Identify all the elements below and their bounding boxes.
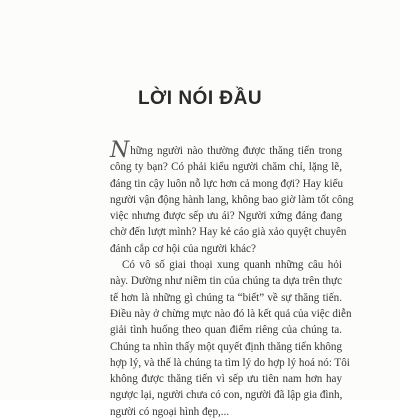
text-line: hợp lý, và thế là chúng ta tìm lý do hợp lý hoá nó: Tôi bbox=[110, 356, 350, 369]
text-line: Điều này ở chừng mực nào đó là kết quả của việc diễn bbox=[110, 307, 352, 320]
page-title: LỜI NÓI ĐẦU bbox=[137, 88, 263, 109]
text-line: ngược lại, người chưa có con, người đã lập gia đình, bbox=[110, 389, 343, 402]
paragraph-1 bbox=[110, 138, 354, 257]
text-line: đáng tin cậy luôn nỗ lực hơn cả mong đợi? Hay kiểu bbox=[110, 177, 344, 190]
text-line: người có ngoại hình đẹp,... bbox=[110, 405, 230, 418]
text-line: Chúng ta nhìn thấy một quyết định thăng tiến không bbox=[110, 340, 343, 353]
text-line: này. Dường như niềm tin của chúng ta dựa trên thực bbox=[110, 275, 342, 288]
text-line: công ty bạn? Có phải kiểu người chăm chỉ, lặng lẽ, bbox=[110, 161, 342, 174]
text-line: đánh cắp cơ hội của người khác? bbox=[110, 242, 256, 255]
drop-cap: N bbox=[110, 138, 130, 163]
text-line: việc nhưng được sếp ưu ái? Người xứng đáng đang bbox=[110, 210, 342, 223]
text-line: tế hơn là những gì chúng ta “biết” về sự thăng tiến. bbox=[110, 291, 342, 304]
text-line: không được thăng tiến vì sếp ưu tiên nam hơn hay bbox=[110, 373, 342, 386]
text-line: giải tình huống theo quan điểm riêng của chúng ta. bbox=[110, 324, 342, 337]
text-line: chờ đến lượt mình? Hay kẻ cáo già xảo quyệt chuyên bbox=[110, 226, 347, 239]
text-line: Có vô số giai thoại xung quanh những câu hỏi bbox=[122, 259, 342, 272]
text-line: người vận động hành lang, không bao giờ làm tốt công bbox=[110, 193, 354, 206]
body-text bbox=[110, 138, 354, 420]
paragraph-2 bbox=[110, 257, 352, 420]
text-line: Những người nào thường được thăng tiến trong bbox=[110, 138, 342, 163]
